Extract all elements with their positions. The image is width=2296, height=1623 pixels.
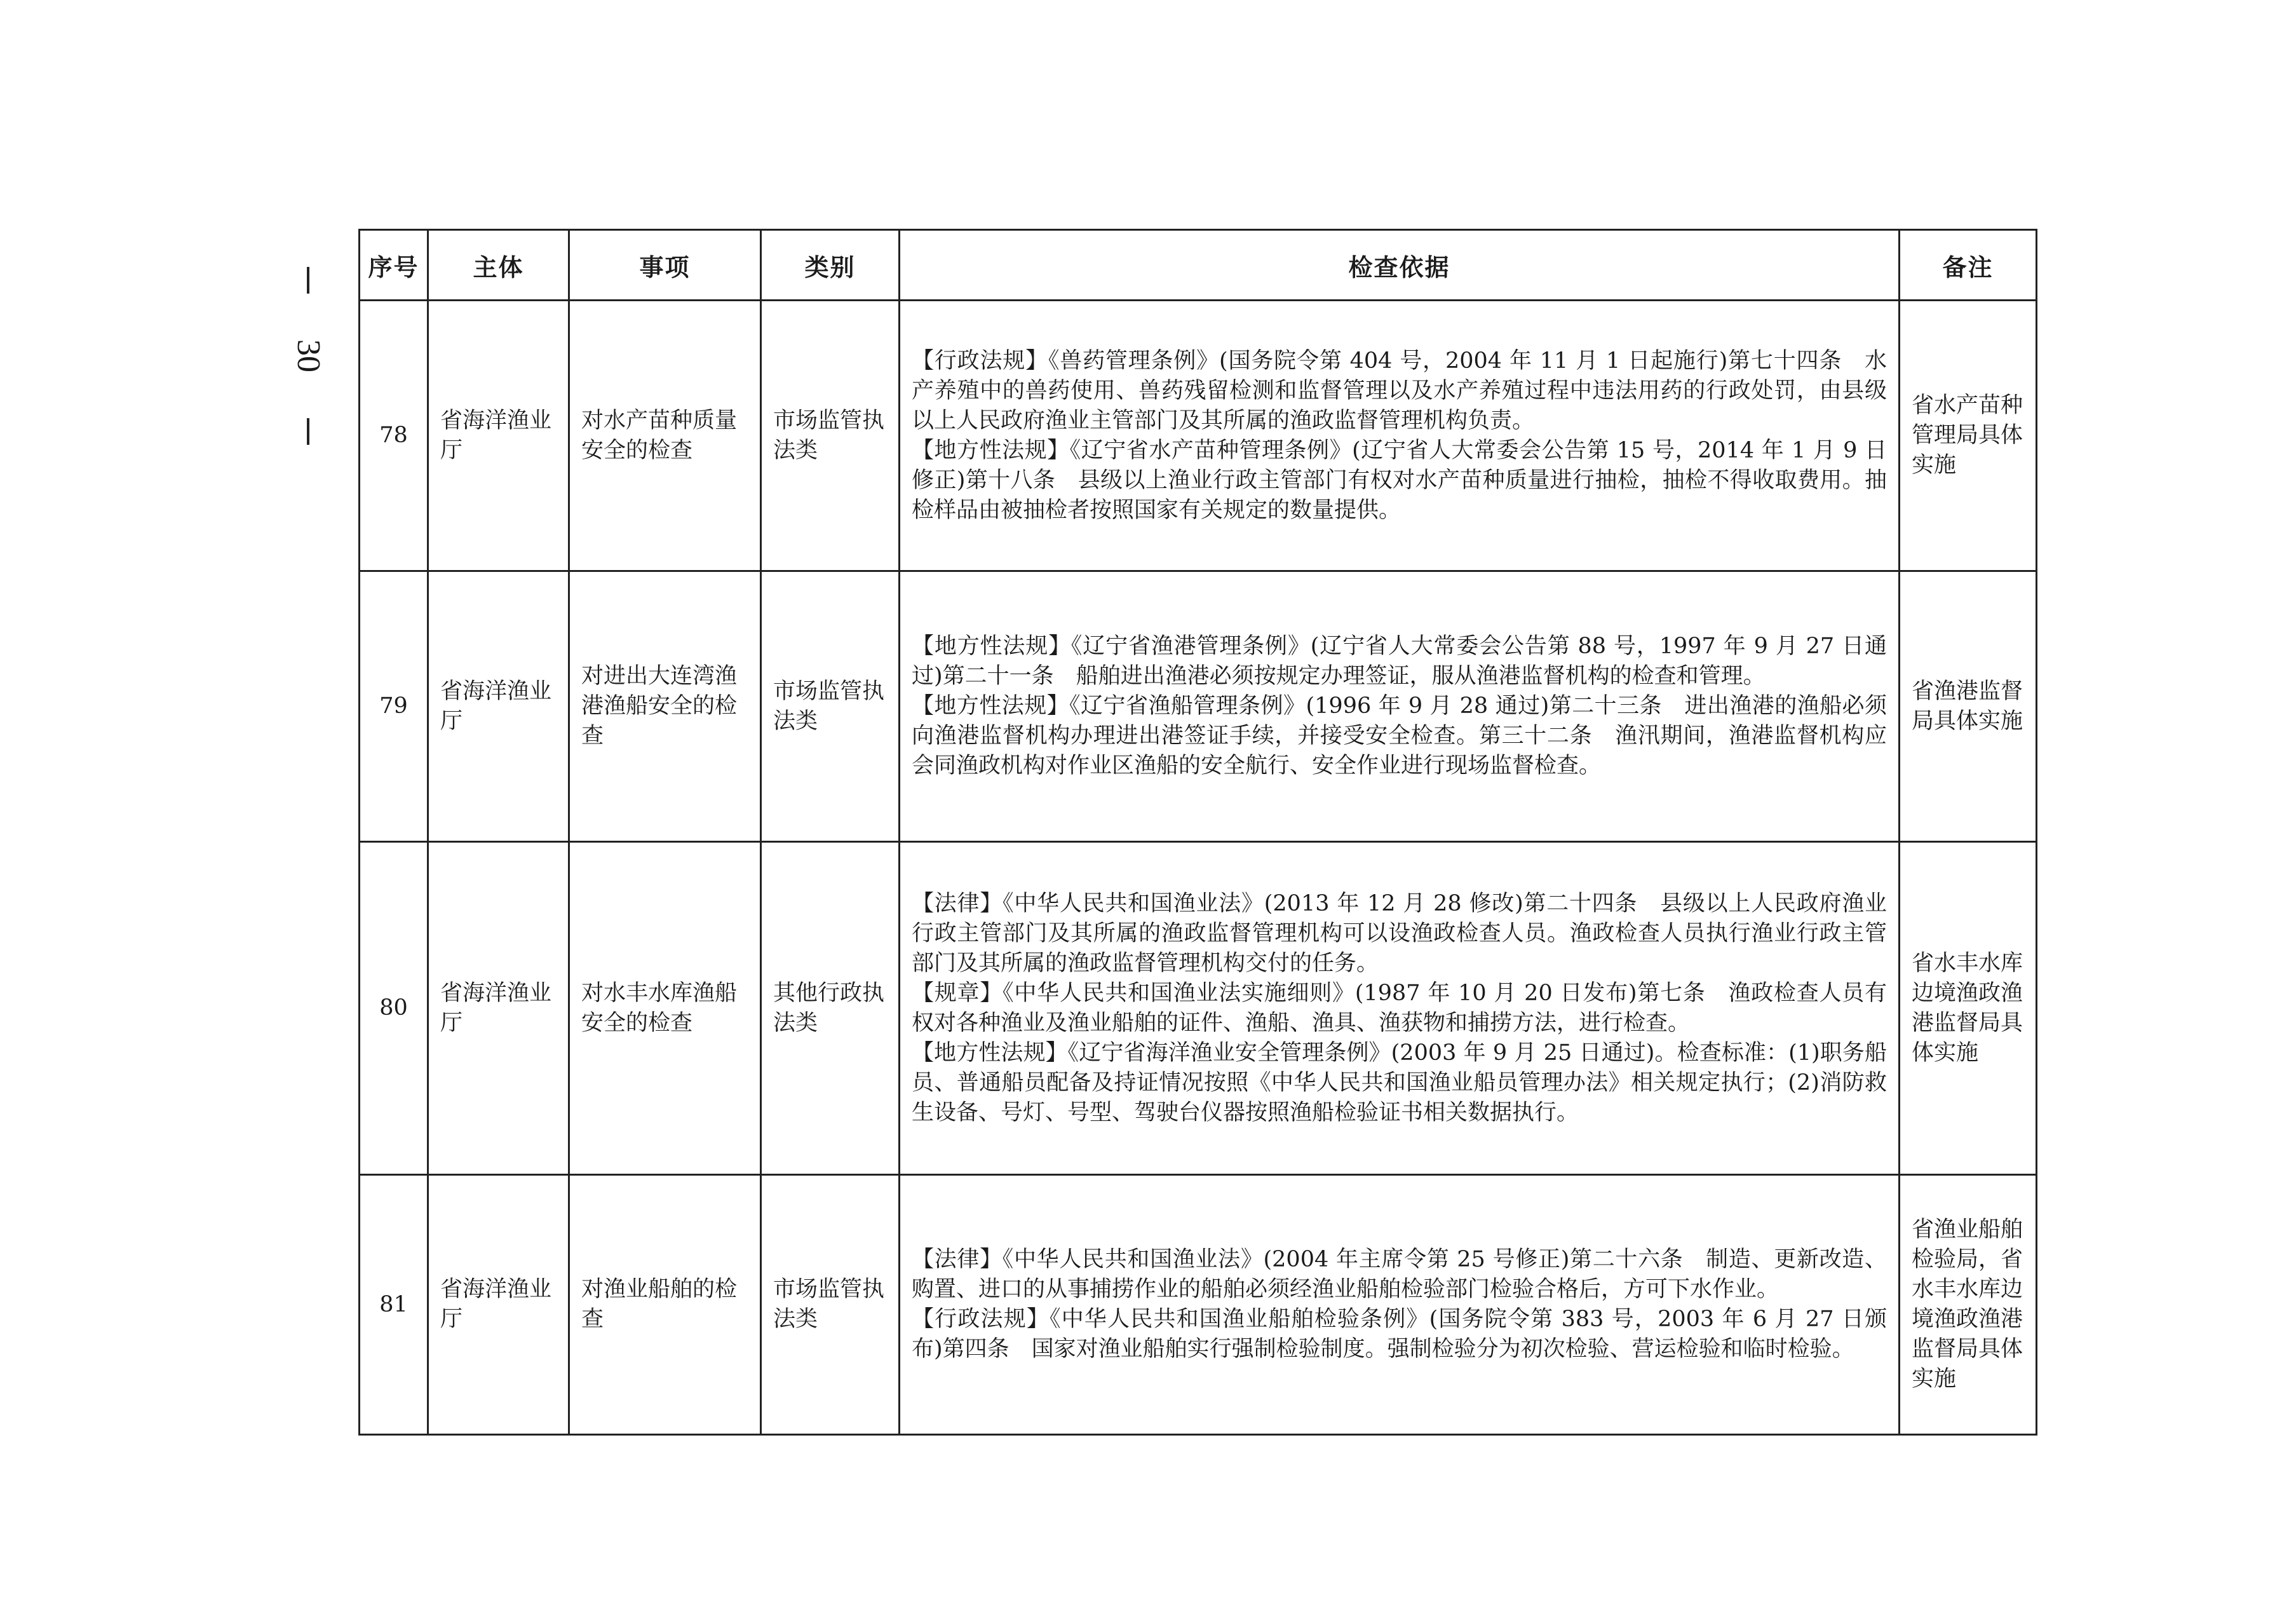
header-remark: 备注 [1900, 230, 2037, 301]
cell-basis [900, 301, 1900, 571]
basis-paragraph: 【地方性法规】《辽宁省渔船管理条例》(1996 年 9 月 28 通过)第二十三条 进出渔港的渔船必须向渔港监督机构办理进出港签证手续，并接受安全检查。第三十二条 渔汛期间，渔港监督机构应会同渔政机构对作业区渔船的安全航行、安全作业进行现场监督检查。 [912, 693, 1887, 778]
cell-basis [900, 842, 1900, 1175]
cell-basis [900, 1175, 1900, 1435]
header-subject: 主体 [428, 230, 569, 301]
basis-paragraph: 【地方性法规】《辽宁省水产苗种管理条例》(辽宁省人大常委会公告第 15 号，2014 年 1 月 9 日修正)第十八条 县级以上渔业行政主管部门有权对水产苗种质量进行抽检，抽检不得收取费用。抽检样品由被抽检者按照国家有关规定的数量提供。 [912, 437, 1887, 523]
cell-subject: 省海洋渔业厅 [428, 571, 569, 842]
cell-category: 市场监管执法类 [761, 1175, 900, 1435]
cell-item: 对水丰水库渔船安全的检查 [569, 842, 761, 1175]
basis-paragraph: 【法律】《中华人民共和国渔业法》(2004 年主席令第 25 号修正)第二十六条 制造、更新改造、购置、进口的从事捕捞作业的船舶必须经渔业船舶检验部门检验合格后，方可下水作业。 [912, 1247, 1887, 1302]
page-number-text: 30 [290, 339, 327, 372]
header-category: 类别 [761, 230, 900, 301]
inspection-table [358, 229, 2037, 1436]
header-item: 事项 [569, 230, 761, 301]
cell-category: 其他行政执法类 [761, 842, 900, 1175]
cell-item: 对进出大连湾渔港渔船安全的检查 [569, 571, 761, 842]
cell-item: 对水产苗种质量安全的检查 [569, 301, 761, 571]
header-seq: 序号 [360, 230, 428, 301]
cell-seq: 80 [360, 842, 428, 1175]
cell-seq: 81 [360, 1175, 428, 1435]
basis-paragraph: 【规章】《中华人民共和国渔业法实施细则》(1987 年 10 月 20 日发布)第七条 渔政检查人员有权对各种渔业及渔业船舶的证件、渔船、渔具、渔获物和捕捞方法，进行检查。 [912, 980, 1887, 1036]
cell-seq: 78 [360, 301, 428, 571]
cell-subject: 省海洋渔业厅 [428, 301, 569, 571]
page-number [273, 267, 343, 445]
page-number-dash-top [307, 267, 309, 294]
table-row [360, 301, 2037, 571]
cell-subject: 省海洋渔业厅 [428, 842, 569, 1175]
cell-remark: 省渔港监督局具体实施 [1900, 571, 2037, 842]
page-number-dash-bottom [307, 418, 309, 445]
basis-paragraph: 【地方性法规】《辽宁省渔港管理条例》(辽宁省人大常委会公告第 88 号，1997 年 9 月 27 日通过)第二十一条 船舶进出渔港必须按规定办理签证，服从渔港监督机构的检查和管理。 [912, 634, 1887, 689]
basis-paragraph: 【地方性法规】《辽宁省海洋渔业安全管理条例》(2003 年 9 月 25 日通过)。检查标准：(1)职务船员、普通船员配备及持证情况按照《中华人民共和国渔业船员管理办法》相关规定执行；(2)消防救生设备、号灯、号型、驾驶台仪器按照渔船检验证书相关数据执行。 [912, 1040, 1887, 1125]
basis-paragraph: 【行政法规】《中华人民共和国渔业船舶检验条例》(国务院令第 383 号，2003 年 6 月 27 日颁布)第四条 国家对渔业船舶实行强制检验制度。强制检验分为初次检验、营运检验和临时检验。 [912, 1307, 1887, 1362]
cell-basis [900, 571, 1900, 842]
table-header-row [360, 230, 2037, 301]
table-row [360, 842, 2037, 1175]
cell-category: 市场监管执法类 [761, 571, 900, 842]
basis-paragraph: 【行政法规】《兽药管理条例》(国务院令第 404 号，2004 年 11 月 1 日起施行)第七十四条 水产养殖中的兽药使用、兽药残留检测和监督管理以及水产养殖过程中违法用药的行政处罚，由县级以上人民政府渔业主管部门及其所属的渔政监督管理机构负责。 [912, 348, 1887, 433]
basis-paragraph: 【法律】《中华人民共和国渔业法》(2013 年 12 月 28 修改)第二十四条 县级以上人民政府渔业行政主管部门及其所属的渔政监督管理机构可以设渔政检查人员。渔政检查人员执行渔业行政主管部门及其所属的渔政监督管理机构交付的任务。 [912, 890, 1887, 976]
cell-subject: 省海洋渔业厅 [428, 1175, 569, 1435]
table-row [360, 571, 2037, 842]
cell-item: 对渔业船舶的检查 [569, 1175, 761, 1435]
cell-remark: 省水产苗种管理局具体实施 [1900, 301, 2037, 571]
cell-category: 市场监管执法类 [761, 301, 900, 571]
header-basis: 检查依据 [900, 230, 1900, 301]
cell-seq: 79 [360, 571, 428, 842]
cell-remark: 省水丰水库边境渔政渔港监督局具体实施 [1900, 842, 2037, 1175]
table-row [360, 1175, 2037, 1435]
cell-remark: 省渔业船舶检验局，省水丰水库边境渔政渔港监督局具体实施 [1900, 1175, 2037, 1435]
